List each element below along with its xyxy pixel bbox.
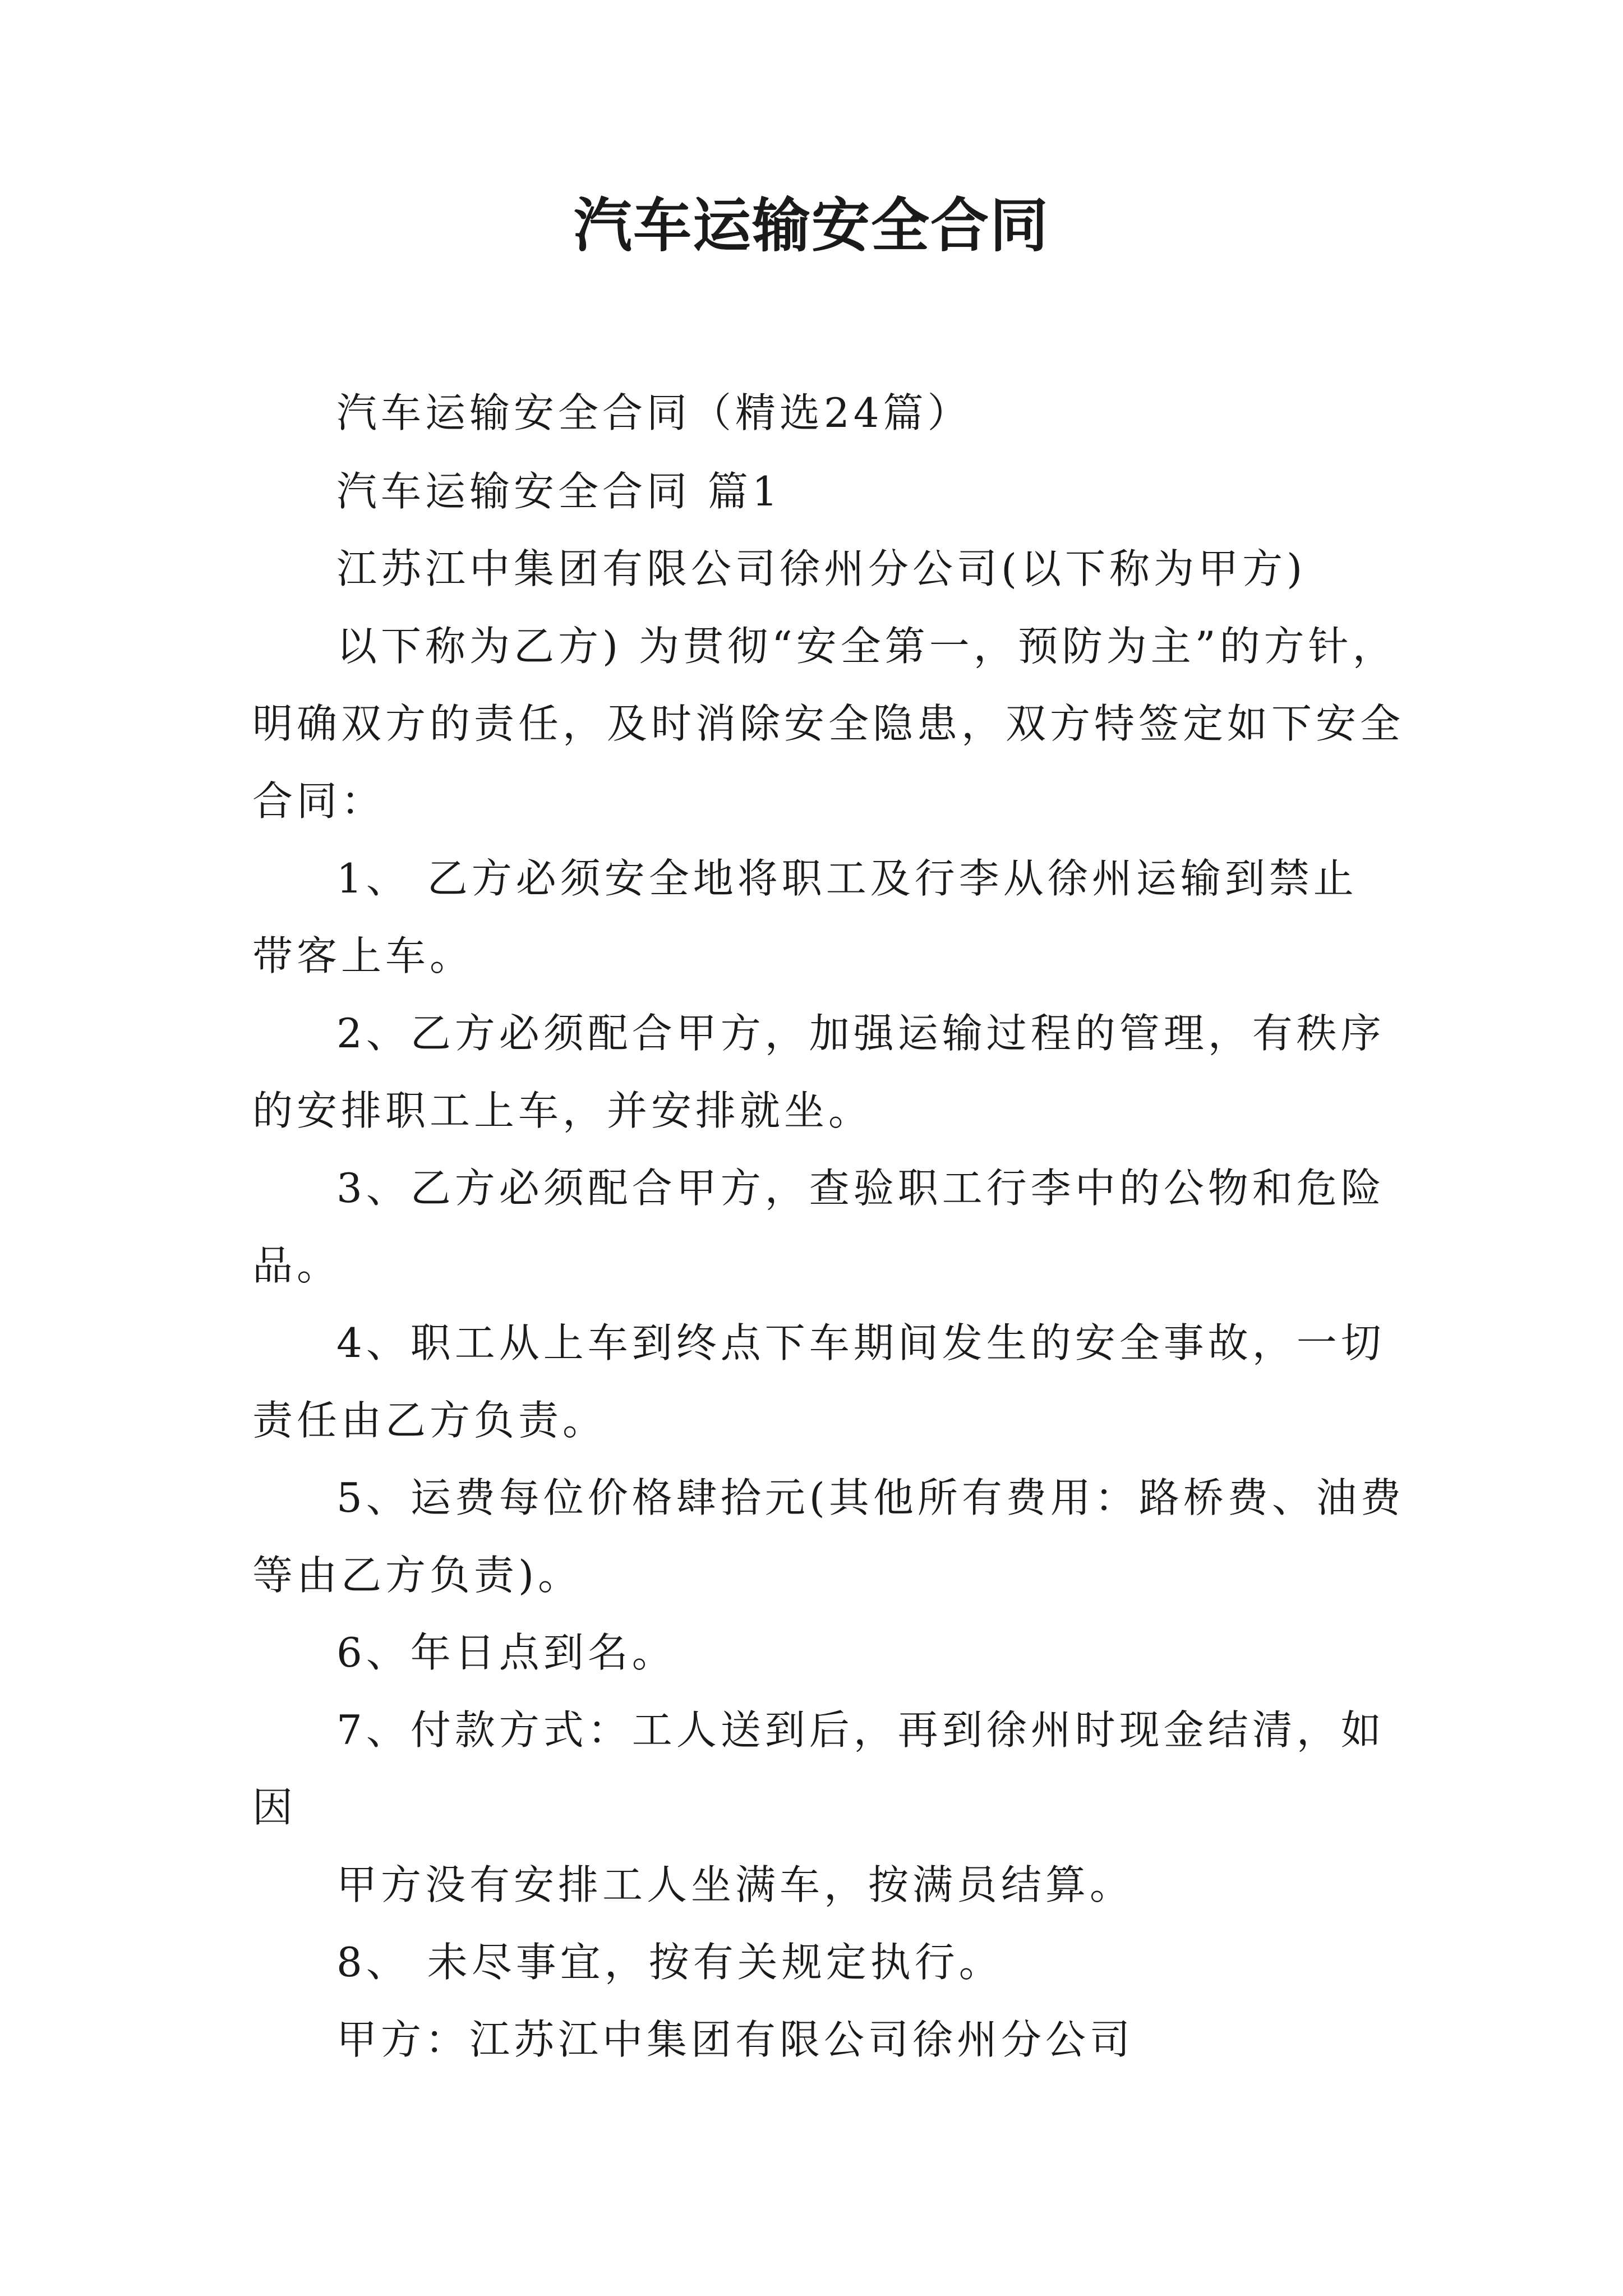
clause-5-line-1: 5、运费每位价格肆拾元(其他所有费用：路桥费、油费 [336, 1474, 1405, 1521]
clause-2-line-1: 2、乙方必须配合甲方，加强运输过程的管理，有秩序 [336, 1010, 1385, 1057]
document-title: 汽车运输安全合同 [573, 191, 1049, 260]
preamble-line-2: 明确双方的责任，及时消除安全隐患，双方特签定如下安全 [252, 700, 1405, 747]
clause-1-line-2: 带客上车。 [252, 932, 474, 979]
clause-3-line-1: 3、乙方必须配合甲方，查验职工行李中的公物和危险 [336, 1165, 1385, 1212]
clause-2-line-2: 的安排职工上车，并安排就坐。 [252, 1087, 873, 1134]
clause-7-line-2: 因 [252, 1784, 297, 1831]
party-a-signature: 甲方：江苏江中集团有限公司徐州分公司 [336, 2016, 1135, 2063]
preamble-line-1: 以下称为乙方) 为贯彻“安全第一，预防为主”的方针， [336, 623, 1397, 670]
clause-4-line-2: 责任由乙方负责。 [252, 1397, 607, 1444]
clause-7-line-1: 7、付款方式：工人送到后，再到徐州时现金结清，如 [336, 1706, 1385, 1754]
clause-3-line-2: 品。 [252, 1242, 342, 1289]
clause-5-line-2: 等由乙方负责)。 [252, 1552, 583, 1599]
clause-7-line-3: 甲方没有安排工人坐满车，按满员结算。 [336, 1861, 1135, 1908]
preamble-line-3: 合同： [252, 777, 386, 825]
clause-1-line-1: 1、 乙方必须安全地将职工及行李从徐州运输到禁止 [336, 855, 1358, 902]
subtitle-line: 汽车运输安全合同（精选24篇） [336, 389, 972, 436]
clause-8-line-1: 8、 未尽事宜，按有关规定执行。 [336, 1939, 1003, 1986]
party-a-intro: 江苏江中集团有限公司徐州分公司(以下称为甲方) [336, 545, 1307, 592]
section-heading: 汽车运输安全合同 篇1 [336, 468, 782, 515]
clause-4-line-1: 4、职工从上车到终点下车期间发生的安全事故，一切 [336, 1319, 1385, 1366]
clause-6-line-1: 6、年日点到名。 [336, 1629, 676, 1676]
